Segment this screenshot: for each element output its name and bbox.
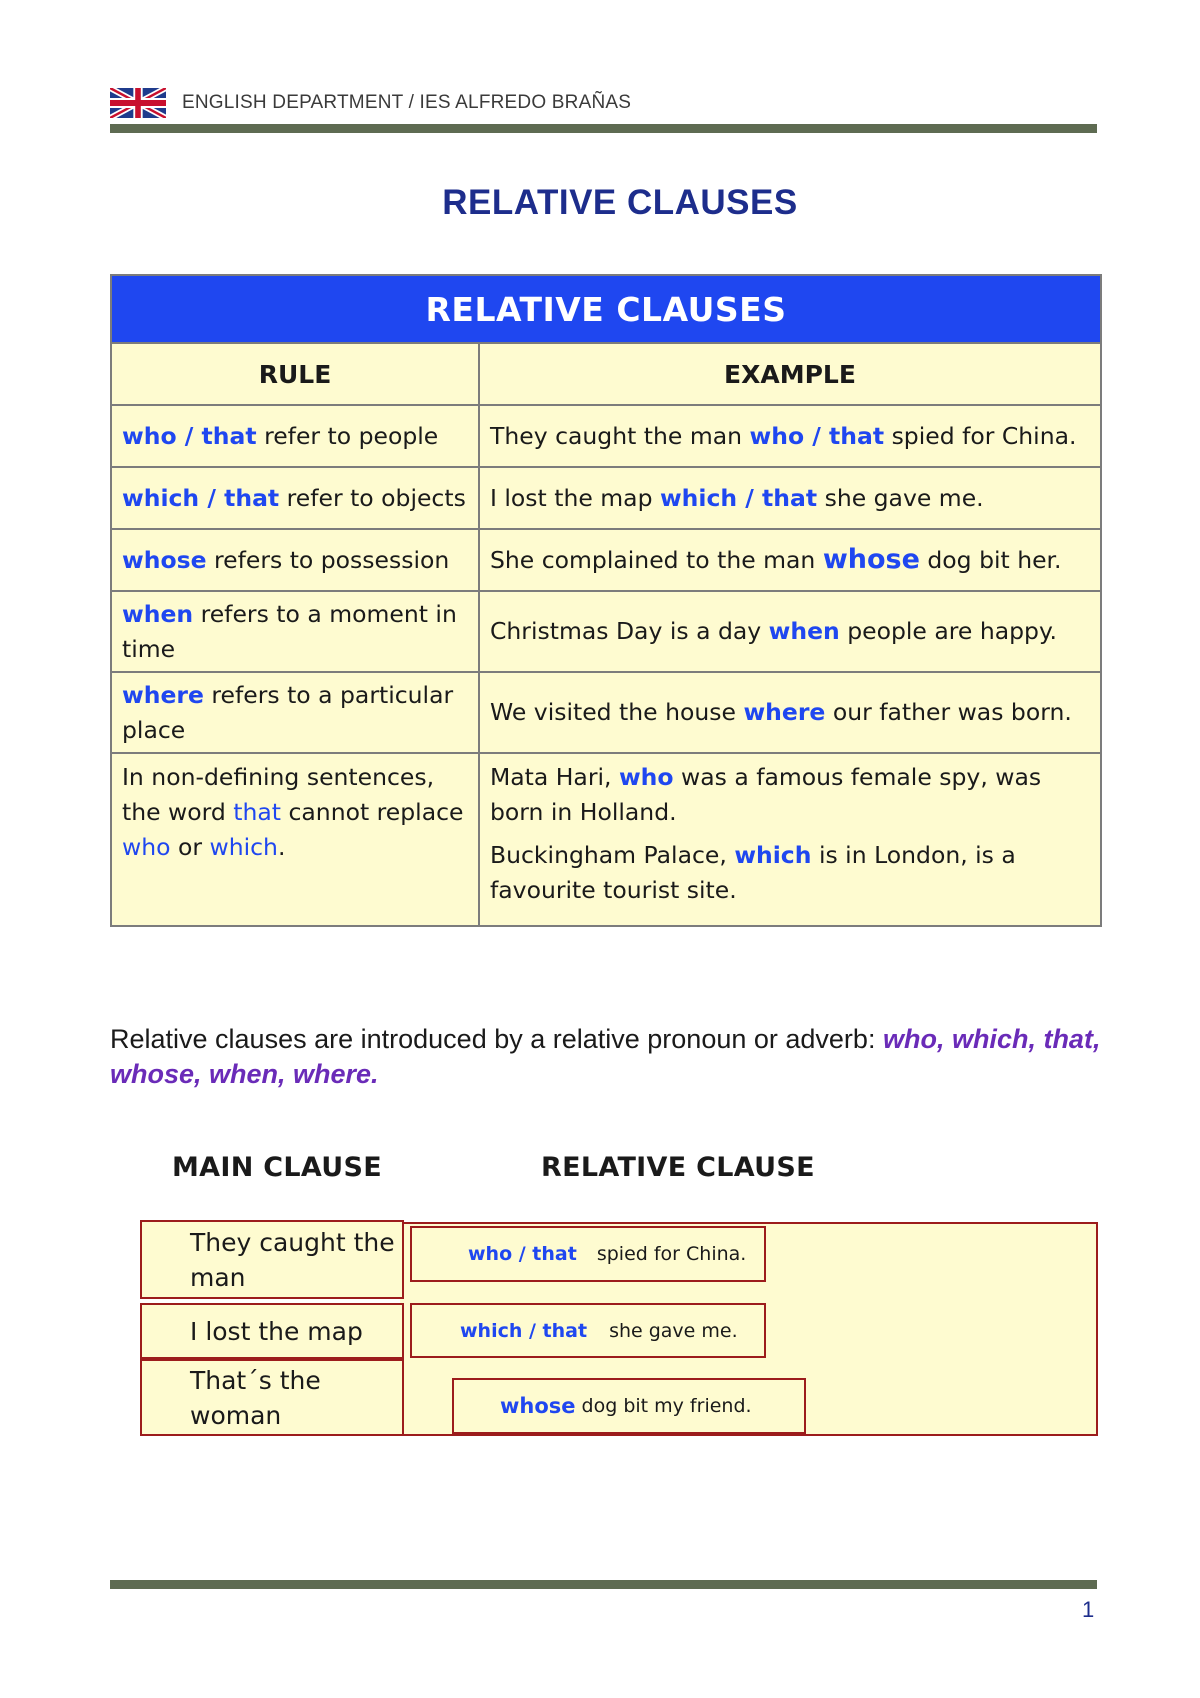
example-text: They caught the man: [490, 421, 750, 450]
table-row: [111, 753, 1101, 926]
rule-keyword: where: [122, 680, 204, 709]
example-cell: [479, 405, 1101, 467]
main-clause-text: They caught the man: [190, 1227, 395, 1292]
rule-keyword: whose: [122, 545, 207, 574]
relative-keyword: whose: [500, 1394, 576, 1418]
rule-text: refer to objects: [279, 483, 466, 512]
relative-clause-text: she gave me.: [609, 1319, 738, 1342]
example-cell: [479, 529, 1101, 591]
rule-cell: [111, 529, 479, 591]
example-keyword: where: [743, 698, 826, 726]
rule-keyword: when: [122, 599, 194, 628]
page-number: 1: [1082, 1597, 1095, 1622]
pronoun-list: who, which, that, whose, when, where.: [110, 1024, 1101, 1089]
example-text: dog bit her.: [919, 546, 1062, 574]
rule-cell: [111, 405, 479, 467]
rule-cell: [111, 467, 479, 529]
example-sentence: [490, 838, 1090, 908]
example-keyword: whose: [822, 544, 920, 575]
rule-text: .: [277, 833, 286, 861]
relative-clause-heading: RELATIVE CLAUSE: [541, 1152, 815, 1183]
table-row: [111, 529, 1101, 591]
main-clause-box: [140, 1359, 404, 1436]
rule-text: refers to a particular place: [122, 680, 454, 744]
relative-keyword: who / that: [468, 1243, 577, 1265]
relative-clause-text: spied for China.: [596, 1243, 747, 1265]
example-text: is in London, is a favourite tourist site.: [490, 841, 1016, 904]
rule-keyword: that: [233, 798, 282, 826]
example-cell: [479, 672, 1101, 753]
rule-text: refer to people: [256, 421, 439, 450]
example-keyword: who: [618, 763, 674, 791]
example-text: Mata Hari,: [490, 763, 619, 791]
example-text: people are happy.: [839, 617, 1057, 645]
department-name: ENGLISH DEPARTMENT / IES ALFREDO BRAÑAS: [182, 92, 632, 113]
rule-keyword: which / that: [122, 483, 280, 512]
relative-clauses-table: [110, 274, 1102, 927]
relative-clause-text: dog bit my friend.: [581, 1395, 752, 1417]
example-cell: [479, 753, 1101, 926]
example-text: was a famous female spy, was born in Holland.: [490, 763, 1042, 826]
example-text: our father was born.: [825, 698, 1072, 726]
rule-text: In non-defining sentences, the word: [122, 763, 435, 826]
example-text: I lost the map: [490, 483, 660, 512]
rule-keyword: which: [209, 833, 278, 861]
example-cell: [479, 591, 1101, 672]
relative-clause-box: [452, 1378, 806, 1434]
main-clause-box: [140, 1303, 404, 1359]
intro-text: Relative clauses are introduced by a relative pronoun or adverb:: [110, 1024, 883, 1054]
example-text: We visited the house: [490, 698, 744, 726]
table-row: [111, 405, 1101, 467]
example-text: she gave me.: [817, 483, 984, 512]
relative-clause-box: [410, 1303, 766, 1358]
column-header-example: EXAMPLE: [479, 343, 1101, 405]
example-keyword: who / that: [749, 421, 885, 450]
rule-keyword: who / that: [122, 421, 257, 450]
page-title: RELATIVE CLAUSES: [442, 183, 798, 222]
uk-flag-icon: [110, 88, 166, 118]
example-sentence: [490, 760, 1090, 830]
example-text: Christmas Day is a day: [490, 617, 769, 645]
main-clause-text: I lost the map: [190, 1316, 363, 1346]
example-keyword: which / that: [659, 483, 818, 512]
rule-text: refers to possession: [206, 545, 450, 574]
example-text: spied for China.: [884, 421, 1077, 450]
table-title: RELATIVE CLAUSES: [111, 275, 1101, 343]
example-text: She complained to the man: [490, 546, 823, 574]
page-header: [110, 86, 631, 120]
column-header-rule: RULE: [111, 343, 479, 405]
main-clause-box: [140, 1220, 404, 1299]
relative-clause-box: [410, 1226, 766, 1282]
table-row: [111, 591, 1101, 672]
main-clause-text: That´s the woman: [190, 1365, 321, 1430]
rule-text: cannot replace: [281, 798, 464, 826]
table-row: [111, 467, 1101, 529]
relative-keyword: which / that: [460, 1319, 588, 1342]
rule-cell: [111, 591, 479, 672]
example-keyword: which: [734, 841, 812, 869]
example-cell: [479, 467, 1101, 529]
header-divider: [110, 124, 1097, 133]
example-text: Buckingham Palace,: [490, 841, 735, 869]
intro-paragraph: [110, 1022, 1110, 1092]
rule-text: or: [170, 833, 210, 861]
rule-text: refers to a moment in time: [122, 599, 457, 663]
rule-keyword: who: [122, 833, 171, 861]
example-keyword: when: [768, 617, 840, 645]
table-row: [111, 672, 1101, 753]
main-clause-heading: MAIN CLAUSE: [172, 1152, 383, 1183]
rule-cell: [111, 672, 479, 753]
rule-cell: [111, 753, 479, 926]
footer-divider: [110, 1580, 1097, 1589]
